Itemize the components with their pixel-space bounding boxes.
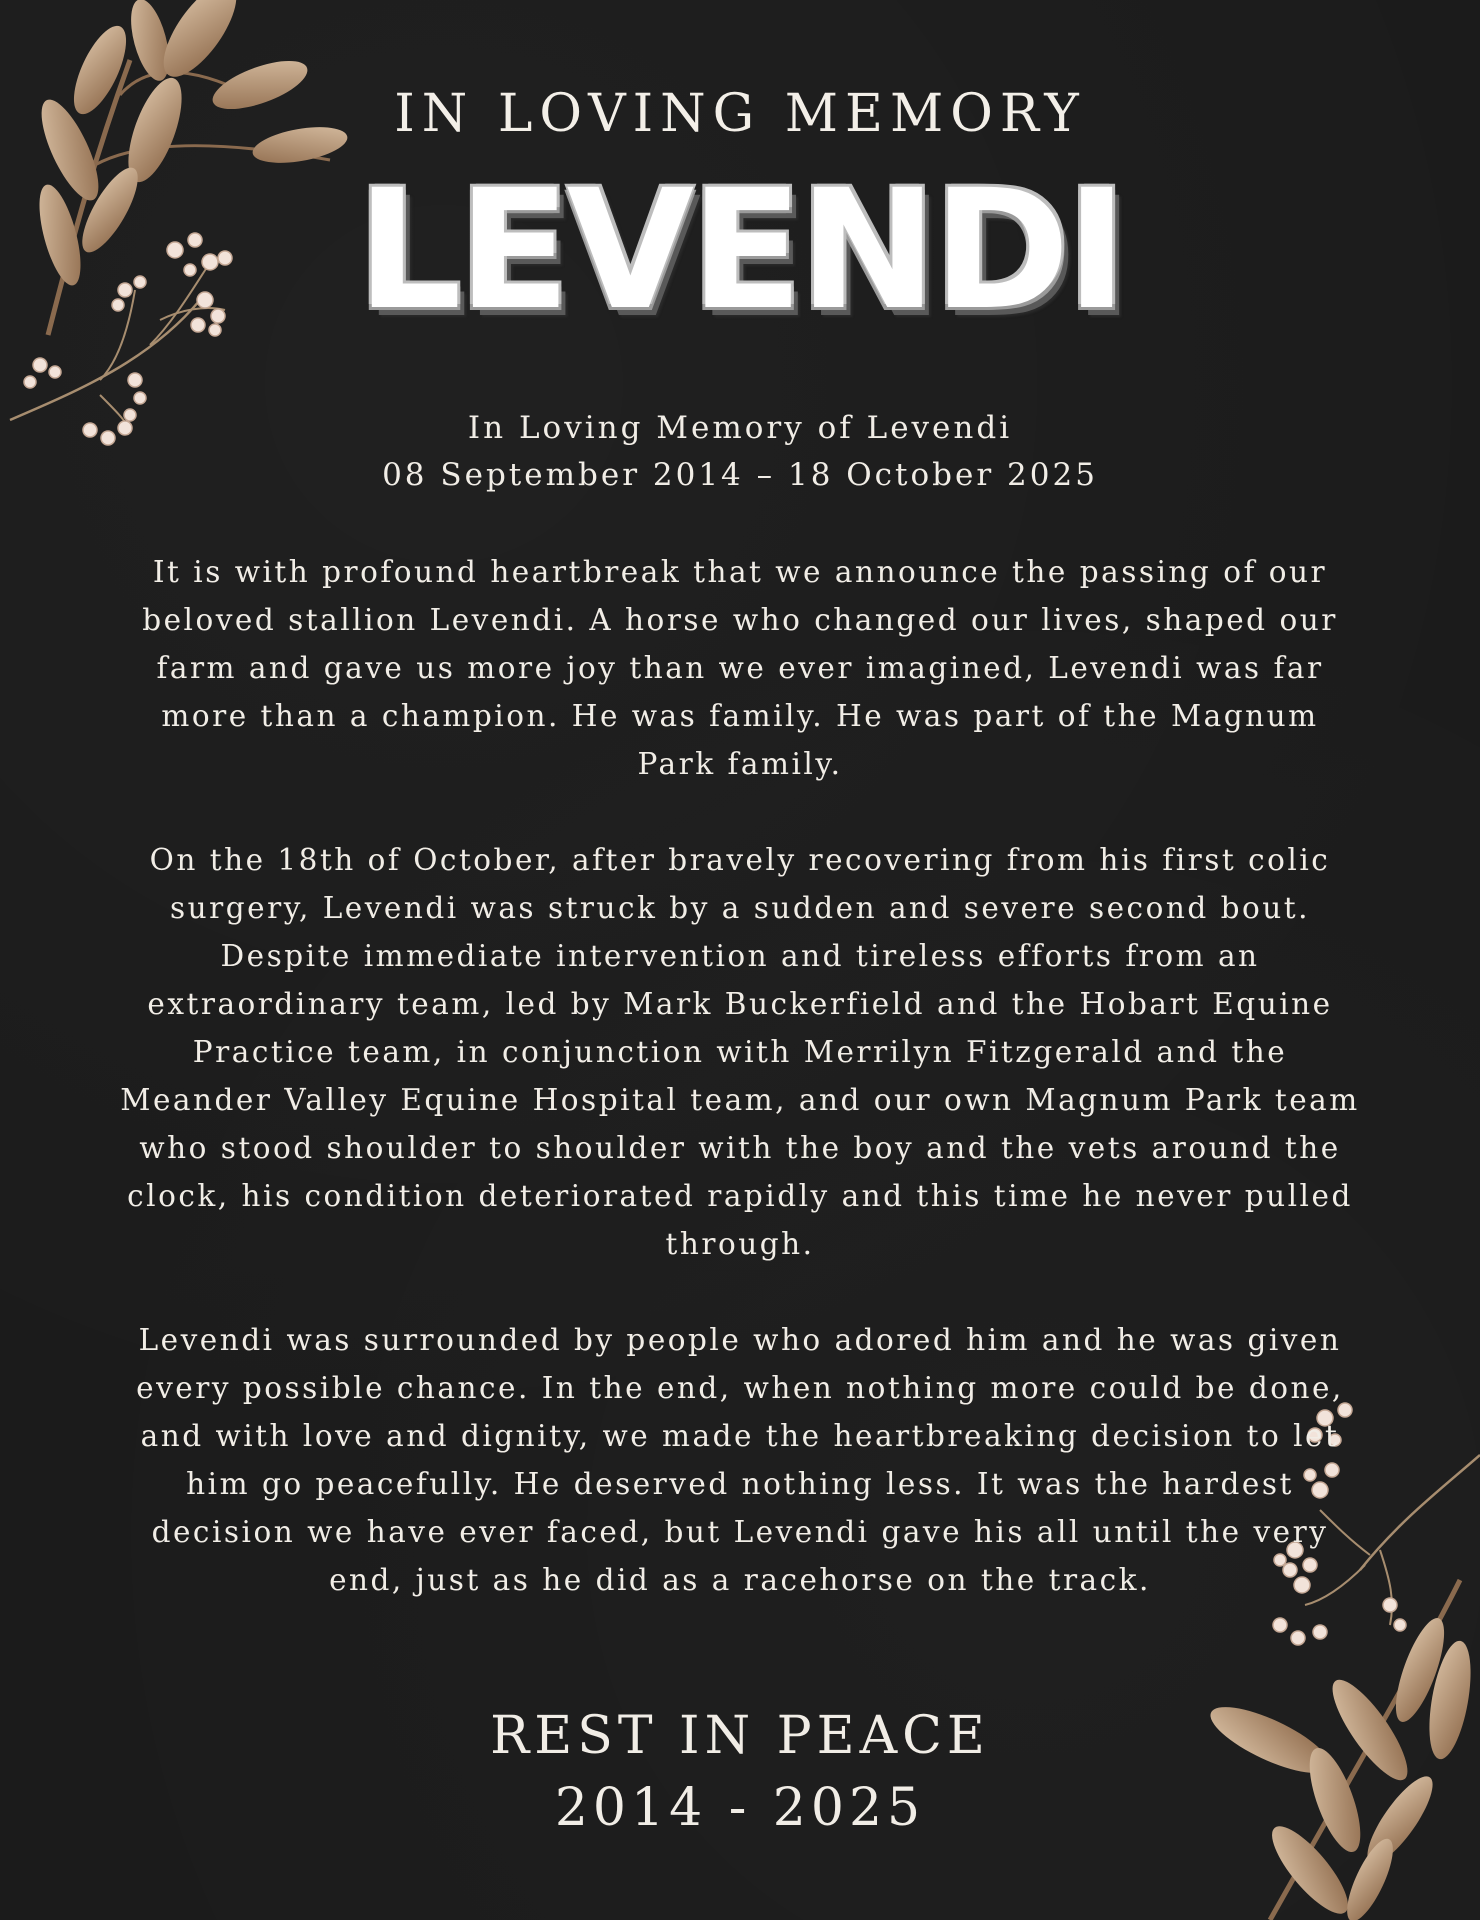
name-title: LEVENDI xyxy=(356,154,1124,346)
subheading-line: In Loving Memory of Levendi xyxy=(467,410,1013,446)
subheading xyxy=(0,405,1480,499)
rest-in-peace-text: REST IN PEACE xyxy=(490,1706,990,1766)
paragraph: On the 18th of October, after bravely recovering from his first colic surgery, Levendi was struck by a sudden and severe second bout. Despite immediate intervention and tireless efforts from an extraordinary team, led by Mark Buckerfield and the Hobart Equine Practice team, in conjunction with Merrilyn Fitzgerald and the Meander Valley Equine Hospital team, and our own Magnum Park team who stood shoulder to shoulder with the boy and the vets around the clock, his condition deteriorated rapidly and this time he never pulled through. xyxy=(120,843,1360,1261)
years-text: 2014 - 2025 xyxy=(554,1778,926,1838)
paragraph: It is with profound heartbreak that we announce the passing of our beloved stallion Levendi. A horse who changed our lives, shaped our farm and gave us more joy than we ever imagined, Levendi was far more than a champion. He was family. He was part of the Magnum Park family. xyxy=(142,555,1338,781)
memorial-text xyxy=(118,548,1362,1652)
dates-line: 08 September 2014 – 18 October 2025 xyxy=(382,457,1098,493)
rest-in-peace-block xyxy=(0,1700,1480,1844)
paragraph: Levendi was surrounded by people who adored him and he was given every possible chance. In the end, when nothing more could be done, and with love and dignity, we made the heartbreaking decision to let him go peacefully. He deserved nothing less. It was the hardest decision we have ever faced, but Levendi gave his all until the very end, just as he did as a racehorse on the track. xyxy=(136,1323,1344,1597)
in-loving-memory-heading: IN LOVING MEMORY xyxy=(394,84,1086,144)
